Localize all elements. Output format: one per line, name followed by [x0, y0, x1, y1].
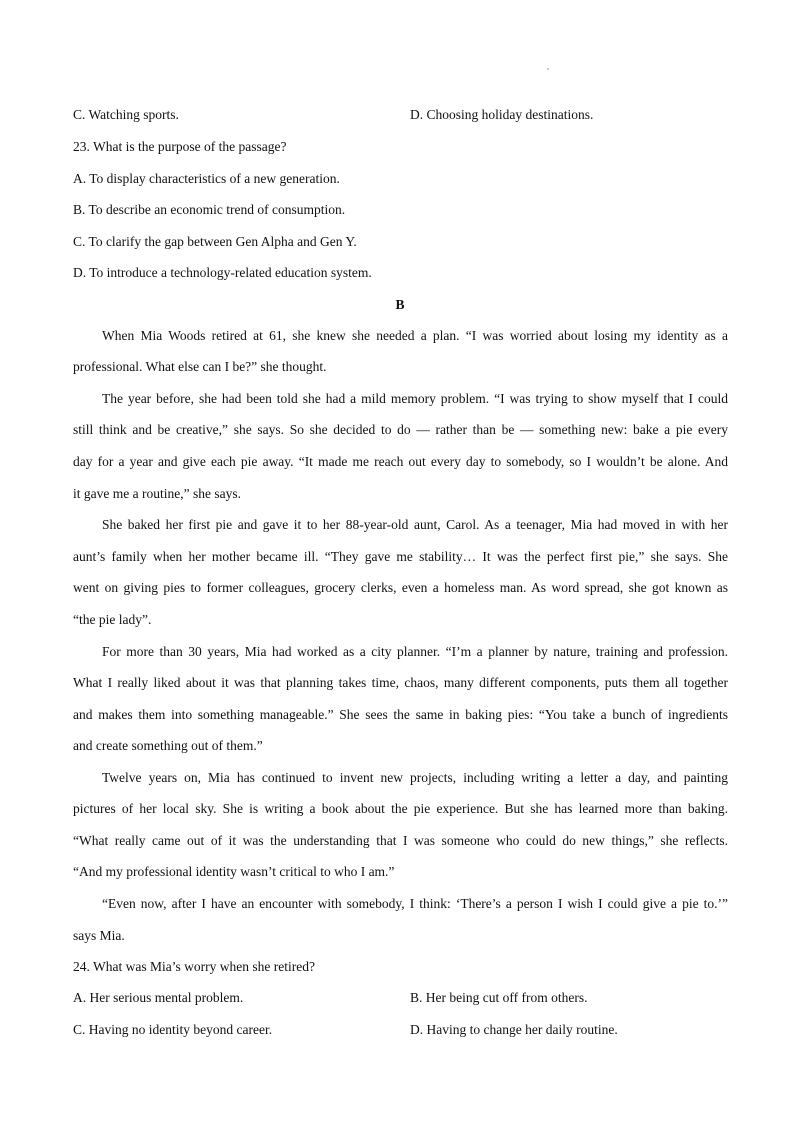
passage-line: “And my professional identity wasn’t critical to who I am.” [73, 864, 395, 879]
passage-line: The year before, she had been told she had a mild memory problem. “I was trying to show myself that I could [102, 391, 728, 406]
passage-line: What I really liked about it was that planning takes time, chaos, many different components, puts them all together [73, 675, 728, 690]
passage-line: and create something out of them.” [73, 738, 263, 753]
passage-line: Twelve years on, Mia has continued to invent new projects, including writing a letter a day, and painting [102, 770, 728, 785]
passage-line: “the pie lady”. [73, 612, 152, 627]
passage-line: aunt’s family when her mother became ill. “They gave me stability… It was the perfect first pie,” she says. She [73, 549, 728, 564]
q24-option-c: C. Having no identity beyond career. [73, 1022, 273, 1037]
passage-line: professional. What else can I be?” she thought. [73, 359, 327, 374]
passage-line: went on giving pies to former colleagues, grocery clerks, even a homeless man. As word spread, she got known as [73, 580, 728, 595]
passage-line: “What really came out of it was the understanding that I was someone who could do new things,” she reflects. [73, 833, 728, 848]
passage-line: pictures of her local sky. She is writing a book about the pie experience. But she has learned more than baking. [73, 801, 728, 816]
passage-line: says Mia. [73, 928, 125, 943]
passage-line: it gave me a routine,” she says. [73, 486, 241, 501]
option-c-prev: C. Watching sports. [73, 107, 179, 122]
q23-option-a: A. To display characteristics of a new generation. [73, 171, 340, 186]
passage-line: For more than 30 years, Mia had worked as a city planner. “I’m a planner by nature, training and profession. [102, 644, 728, 659]
q23-option-d: D. To introduce a technology-related education system. [73, 265, 372, 280]
passage-line: “Even now, after I have an encounter with somebody, I think: ‘There’s a person I wish I could give a pie to.’” [102, 896, 728, 911]
q24-option-b: B. Her being cut off from others. [410, 990, 588, 1005]
q24-option-d: D. Having to change her daily routine. [410, 1022, 618, 1037]
q23-stem: 23. What is the purpose of the passage? [73, 139, 287, 154]
q23-option-c: C. To clarify the gap between Gen Alpha and Gen Y. [73, 234, 357, 249]
passage-line: When Mia Woods retired at 61, she knew she needed a plan. “I was worried about losing my identity as a [102, 328, 728, 343]
q24-stem: 24. What was Mia’s worry when she retired? [73, 959, 315, 974]
passage-line: She baked her first pie and gave it to her 88-year-old aunt, Carol. As a teenager, Mia had moved in with her [102, 517, 728, 532]
passage-line: still think and be creative,” she says. So she decided to do — rather than be — something new: bake a pie every [73, 422, 728, 437]
scan-speck [547, 68, 549, 70]
option-d-prev: D. Choosing holiday destinations. [410, 107, 594, 122]
passage-line: and makes them into something manageable.” She sees the same in baking pies: “You take a bunch of ingredients [73, 707, 728, 722]
q24-option-a: A. Her serious mental problem. [73, 990, 244, 1005]
q23-option-b: B. To describe an economic trend of consumption. [73, 202, 346, 217]
passage-line: day for a year and give each pie away. “It made me reach out every day to somebody, so I wouldn’t be alone. And [73, 454, 728, 469]
section-title: B [395, 297, 405, 312]
